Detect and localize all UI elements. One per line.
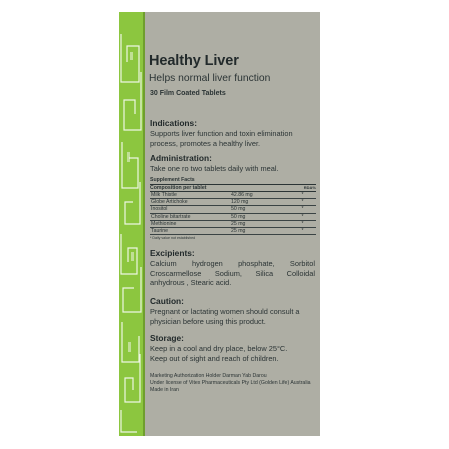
supplement-facts-title: Supplement Facts xyxy=(150,177,195,183)
label-content xyxy=(145,12,320,436)
excipients-line-1: Calcium hydrogen phosphate, Sorbitol xyxy=(150,259,315,268)
indications-heading: Indications: xyxy=(150,118,197,128)
green-side-panel xyxy=(119,12,143,436)
product-subtitle: Helps normal liver function xyxy=(149,73,271,84)
table-row: Inositol 50 mg * xyxy=(150,206,316,213)
decorative-pattern-icon xyxy=(119,12,143,436)
table-row: Taurine 25 mg * xyxy=(150,228,316,235)
product-box-back xyxy=(119,12,320,436)
origin: Made in Iran xyxy=(150,387,179,393)
marketing-holder: Marketing Authorization Holder Darman Yab Darou xyxy=(150,373,267,379)
administration-text: Take one ro two tablets daily with meal. xyxy=(150,164,279,173)
supplement-facts-rows xyxy=(150,192,316,235)
product-title: Healthy Liver xyxy=(149,53,239,69)
supplement-facts-header: Composition per tablet RDA% xyxy=(150,185,316,191)
indications-text: Supports liver function and toxin elimination process, promotes a healthy liver. xyxy=(150,129,293,148)
supplement-facts-table xyxy=(150,177,316,240)
storage-heading: Storage: xyxy=(150,333,184,343)
tablet-count: 30 Film Coated Tablets xyxy=(150,90,226,97)
storage-line-1: Keep in a cool and dry place, below 25°C. xyxy=(150,344,288,353)
excipients-heading: Excipients: xyxy=(150,248,195,258)
table-row: Globe Artichoke 120 mg * xyxy=(150,199,316,206)
table-row: Methionine 25 mg * xyxy=(150,221,316,228)
caution-heading: Caution: xyxy=(150,296,184,306)
excipients-line-3: anhydrous , Stearic acid. xyxy=(150,278,232,287)
caution-text: Pregnant or lactating women should consult a physician before using this product. xyxy=(150,307,300,326)
license-info: Under license of Vitex Pharmaceuticals Pty Ltd (Golden Life) Australia xyxy=(150,380,311,386)
administration-heading: Administration: xyxy=(150,153,212,163)
table-row: Milk Thistle 42.86 mg * xyxy=(150,192,316,199)
supplement-facts-footnote: * Daily value not established xyxy=(150,236,196,241)
excipients-line-2: Croscarmellose Sodium, Silica Colloidal xyxy=(150,268,315,278)
table-row: Choline bitartrate 50 mg * xyxy=(150,214,316,221)
storage-line-2: Keep out of sight and reach of children. xyxy=(150,353,279,363)
